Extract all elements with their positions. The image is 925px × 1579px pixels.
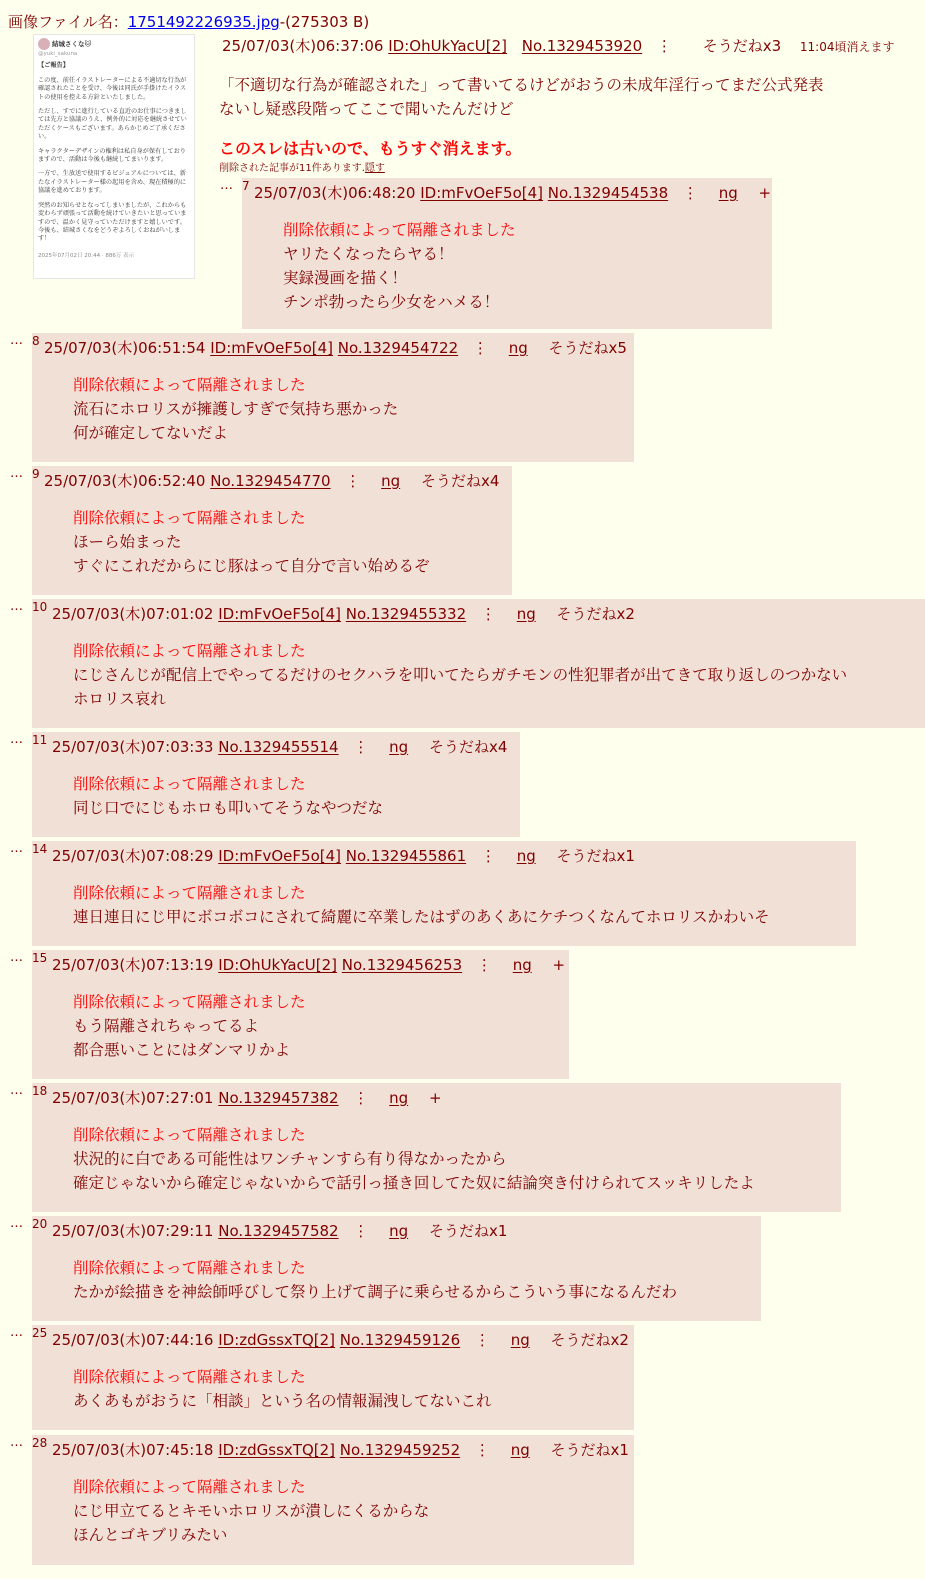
reply-post <box>10 1083 841 1212</box>
reply-line: 実録漫画を描く！ <box>283 269 408 287</box>
quarantine-notice: 削除依頼によって隔離されました <box>73 509 306 527</box>
reply-datetime: 25/07/03(木)07:08:29 <box>52 847 214 865</box>
reply-box <box>32 333 634 462</box>
reply-menu-icon[interactable]: ⋮ <box>353 1089 369 1107</box>
op-line: ないし疑惑段階ってここで聞いたんだけど <box>219 100 514 118</box>
ng-link[interactable]: ng <box>381 472 401 490</box>
reply-arrow-icon: … <box>10 1435 23 1450</box>
reply-index: 18 <box>32 1084 48 1098</box>
reply-number[interactable]: No.1329457382 <box>218 1089 339 1107</box>
reply-number[interactable]: No.1329455861 <box>345 847 467 865</box>
reply-number[interactable]: No.1329454538 <box>547 184 669 202</box>
reply-body <box>73 1365 492 1413</box>
file-link[interactable]: 1751492226935.jpg <box>127 13 280 31</box>
reply-box <box>32 1435 634 1565</box>
thumb-footer: 2025年07月02日 20:44 · 886万 表示 <box>38 252 135 259</box>
reply-number[interactable]: No.1329456253 <box>341 956 463 974</box>
reply-post <box>10 732 520 837</box>
reply-box <box>32 1083 841 1212</box>
quarantine-notice: 削除依頼によって隔離されました <box>73 1478 306 1496</box>
reply-header <box>44 470 499 491</box>
reply-line: すぐにこれだからにじ豚はって自分で言い始めるぞ <box>73 557 430 575</box>
reply-index: 15 <box>32 951 48 965</box>
reply-post <box>10 1435 634 1565</box>
reply-arrow-icon: … <box>10 1216 23 1231</box>
reply-line: 何が確定してないだよ <box>73 424 229 442</box>
reply-arrow-icon: … <box>220 178 233 193</box>
reply-box <box>32 466 512 595</box>
quarantine-notice: 削除依頼によって隔離されました <box>283 221 516 239</box>
reply-line: 連日連日にじ甲にボコボコにされて綺麗に卒業したはずのあくあにケチつくなんてホロリスかわいそ <box>73 908 770 926</box>
reply-box <box>32 732 520 837</box>
reply-body <box>73 373 398 445</box>
op-header <box>222 35 895 56</box>
reply-header <box>52 1220 507 1241</box>
reply-datetime: 25/07/03(木)07:44:16 <box>52 1331 214 1349</box>
reply-line: にじ甲立てるとキモいホロリスが潰しにくるからな <box>73 1502 430 1520</box>
soudane-button[interactable]: そうだねx2 <box>550 1331 629 1349</box>
soudane-button[interactable]: そうだねx5 <box>548 339 627 357</box>
ng-link[interactable]: ng <box>508 339 528 357</box>
soudane-button[interactable]: そうだねx4 <box>420 472 500 490</box>
reply-line: 状況的に白である可能性はワンチャンすら有り得なかったから <box>73 1150 507 1168</box>
soudane-button[interactable]: そうだねx1 <box>428 1222 508 1240</box>
thumb-account-name: 結城さくな🐱 <box>51 40 92 48</box>
reply-arrow-icon: … <box>10 841 23 856</box>
reply-header <box>254 182 771 203</box>
reply-header <box>52 1087 442 1108</box>
reply-id[interactable]: ID:mFvOeF5o[4] <box>420 184 544 202</box>
file-header <box>8 11 369 32</box>
thumb-paragraph: 突然のお知らせとなってしまいましたが、これからも変わらず頑張って活動を続けていきたいと思っていますので、温かく見守っていただけますと嬉しいです。今後も、結城さくなをどうぞよろしくおねがいします！ <box>38 201 187 243</box>
reply-index: 7 <box>242 179 250 193</box>
reply-line: ホロリス哀れ <box>73 690 166 708</box>
reply-body <box>73 639 847 711</box>
reply-post <box>10 333 634 462</box>
soudane-button[interactable]: そうだねx2 <box>556 605 635 623</box>
reply-menu-icon[interactable]: ⋮ <box>480 605 496 623</box>
old-thread-warning: このスレは古いので、もうすぐ消えます。 <box>219 139 522 158</box>
reply-line: ほーら始まった <box>73 533 182 551</box>
reply-id[interactable]: ID:mFvOeF5o[4] <box>210 339 334 357</box>
reply-line: もう隔離されちゃってるよ <box>73 1017 260 1035</box>
ng-link[interactable]: ng <box>516 847 536 865</box>
soudane-button[interactable]: そうだねx4 <box>428 738 508 756</box>
reply-index: 25 <box>32 1326 48 1340</box>
reply-menu-icon[interactable]: ⋮ <box>353 1222 369 1240</box>
reply-line: あくあもがおうに「相談」という名の情報漏洩してないこれ <box>73 1392 492 1410</box>
reply-body <box>73 990 306 1062</box>
ng-link[interactable]: ng <box>516 605 536 623</box>
reply-number[interactable]: No.1329455514 <box>218 738 339 756</box>
soudane-button[interactable]: + <box>428 1089 442 1107</box>
reply-number[interactable]: No.1329455332 <box>345 605 467 623</box>
reply-post <box>10 599 925 728</box>
reply-datetime: 25/07/03(木)07:01:02 <box>52 605 214 623</box>
reply-menu-icon[interactable]: ⋮ <box>353 738 369 756</box>
reply-datetime: 25/07/03(木)06:51:54 <box>44 339 206 357</box>
ng-link[interactable]: ng <box>510 1331 530 1349</box>
reply-arrow-icon: … <box>10 950 23 965</box>
quarantine-notice: 削除依頼によって隔離されました <box>73 775 306 793</box>
reply-datetime: 25/07/03(木)06:48:20 <box>254 184 416 202</box>
file-size: -(275303 B) <box>279 13 370 31</box>
file-label: 画像ファイル名： <box>8 13 128 31</box>
ng-link[interactable]: ng <box>389 738 409 756</box>
reply-id[interactable]: ID:zdGssxTQ[2] <box>218 1441 336 1459</box>
reply-header <box>52 1439 629 1460</box>
reply-box <box>32 599 925 728</box>
quarantine-notice: 削除依頼によって隔離されました <box>73 642 306 660</box>
reply-box <box>32 950 569 1079</box>
reply-menu-icon[interactable]: ⋮ <box>472 339 488 357</box>
quarantine-notice: 削除依頼によって隔離されました <box>73 1368 306 1386</box>
deleted-note <box>219 159 385 174</box>
reply-datetime: 25/07/03(木)06:52:40 <box>44 472 206 490</box>
quarantine-notice: 削除依頼によって隔離されました <box>73 1126 306 1144</box>
soudane-button[interactable]: + <box>758 184 772 202</box>
reply-body <box>73 772 383 820</box>
reply-header <box>52 1329 629 1350</box>
soudane-button[interactable]: そうだねx1 <box>550 1441 629 1459</box>
reply-index: 28 <box>32 1436 48 1450</box>
ng-link[interactable]: ng <box>510 1441 530 1459</box>
reply-line: 都合悪いことにはダンマリかよ <box>73 1041 291 1059</box>
thumb-paragraph: キャラクターデザインの権利は私自身が保有しておりますので、活動は今後も継続してまいります。 <box>38 147 186 164</box>
reply-body <box>73 506 430 578</box>
reply-datetime: 25/07/03(木)07:13:19 <box>52 956 214 974</box>
hide-link[interactable]: 隠す <box>364 163 385 174</box>
op-menu-icon[interactable]: ⋮ <box>656 37 672 55</box>
quarantine-notice: 削除依頼によって隔離されました <box>73 376 306 394</box>
reply-index: 9 <box>32 467 40 481</box>
op-id[interactable]: ID:OhUkYacU[2] <box>388 37 508 55</box>
ng-link[interactable]: ng <box>389 1089 409 1107</box>
reply-arrow-icon: … <box>10 466 23 481</box>
ng-link[interactable]: ng <box>718 184 738 202</box>
reply-header <box>52 736 507 757</box>
thumbnail-image[interactable] <box>33 34 195 279</box>
thumb-heading: 【ご報告】 <box>38 62 69 70</box>
reply-id[interactable]: ID:zdGssxTQ[2] <box>218 1331 336 1349</box>
reply-menu-icon[interactable]: ⋮ <box>474 1331 490 1349</box>
reply-arrow-icon: … <box>10 732 23 747</box>
reply-box <box>32 841 856 946</box>
reply-line: 同じ口でにじもホロも叩いてそうなやつだな <box>73 799 384 817</box>
soudane-button[interactable]: + <box>552 956 566 974</box>
thumb-paragraph: 一方で、生放送で使用するビジュアルについては、新たなイラストレーター様の起用を含め、現在積極的に協議を進めております。 <box>38 170 187 195</box>
reply-arrow-icon: … <box>10 1083 23 1098</box>
reply-menu-icon[interactable]: ⋮ <box>474 1441 490 1459</box>
avatar <box>38 38 50 50</box>
reply-line: 確定じゃないから確定じゃないからで話引っ掻き回してた奴に結論突き付けられてスッキリしたよ <box>73 1174 755 1192</box>
op-body <box>219 73 824 121</box>
reply-line: 流石にホロリスが擁護しすぎで気持ち悪かった <box>73 400 399 418</box>
deleted-note-text: 削除された記事が11件あります. <box>219 163 365 174</box>
thumb-paragraph: ただし、すでに進行している直近のお仕事につきましては先方と協議のうえ、例外的に対応を継続させていただくケースもございます。あらかじめご了承ください。 <box>38 108 187 141</box>
reply-box <box>32 1216 761 1321</box>
quarantine-notice: 削除依頼によって隔離されました <box>73 1259 306 1277</box>
reply-datetime: 25/07/03(木)07:27:01 <box>52 1089 214 1107</box>
reply-body <box>73 1123 755 1195</box>
reply-index: 14 <box>32 842 48 856</box>
reply-post <box>10 466 512 595</box>
reply-number[interactable]: No.1329459252 <box>339 1441 461 1459</box>
reply-body <box>283 218 516 314</box>
reply-post <box>10 841 856 946</box>
reply-header <box>52 603 635 624</box>
reply-arrow-icon: … <box>10 599 23 614</box>
reply-body <box>73 1475 429 1547</box>
op-soudane[interactable]: そうだねx3 <box>702 37 782 55</box>
reply-line: チンポ勃ったら少女をハメる！ <box>283 293 500 311</box>
reply-id[interactable]: ID:mFvOeF5o[4] <box>218 605 342 623</box>
soudane-button[interactable]: そうだねx1 <box>556 847 635 865</box>
reply-datetime: 25/07/03(木)07:29:11 <box>52 1222 214 1240</box>
reply-post <box>10 950 569 1079</box>
reply-number[interactable]: No.1329457582 <box>218 1222 339 1240</box>
reply-body <box>73 881 770 929</box>
reply-index: 20 <box>32 1217 48 1231</box>
reply-menu-icon[interactable]: ⋮ <box>682 184 698 202</box>
reply-header <box>52 845 635 866</box>
reply-datetime: 25/07/03(木)07:45:18 <box>52 1441 214 1459</box>
thumb-handle: @yuki_sakuna <box>38 51 78 57</box>
reply-line: ヤリたくなったらヤる！ <box>283 245 454 263</box>
ng-link[interactable]: ng <box>512 956 532 974</box>
op-datetime: 25/07/03(木)06:37:06 <box>222 37 384 55</box>
quarantine-notice: 削除依頼によって隔離されました <box>73 993 306 1011</box>
reply-id[interactable]: ID:OhUkYacU[2] <box>218 956 338 974</box>
reply-header <box>44 337 627 358</box>
reply-box <box>242 178 772 329</box>
reply-post <box>10 1216 761 1321</box>
reply-line: たかが絵描きを神絵師呼びして祭り上げて調子に乗らせるからこういう事になるんだわ <box>73 1283 678 1301</box>
reply-menu-icon[interactable]: ⋮ <box>476 956 492 974</box>
reply-number[interactable]: No.1329454722 <box>337 339 459 357</box>
reply-number[interactable]: No.1329454770 <box>210 472 331 490</box>
reply-index: 8 <box>32 334 40 348</box>
reply-line: にじさんじが配信上でやってるだけのセクハラを叩いてたらガチモンの性犯罪者が出てきて取り返しのつかない <box>73 666 848 684</box>
reply-arrow-icon: … <box>10 1325 23 1340</box>
reply-arrow-icon: … <box>10 333 23 348</box>
op-expire: 11:04頃消えます <box>799 40 895 54</box>
thumb-paragraph: この度、前任イラストレーターによる不適切な行為が確認されたことを受け、今後は同氏が手掛けたイラストの使用を控える方針といたしました。 <box>38 76 187 101</box>
reply-index: 10 <box>32 600 48 614</box>
reply-number[interactable]: No.1329459126 <box>339 1331 461 1349</box>
reply-datetime: 25/07/03(木)07:03:33 <box>52 738 214 756</box>
reply-line: ほんとゴキブリみたい <box>73 1526 228 1544</box>
reply-index: 11 <box>32 733 48 747</box>
op-line: 「不適切な行為が確認された」って書いてるけどがおうの未成年淫行ってまだ公式発表 <box>219 76 824 94</box>
reply-menu-icon[interactable]: ⋮ <box>480 847 496 865</box>
reply-box <box>32 1325 634 1430</box>
reply-post <box>10 1325 634 1430</box>
ng-link[interactable]: ng <box>389 1222 409 1240</box>
op-number[interactable]: No.1329453920 <box>521 37 643 55</box>
reply-menu-icon[interactable]: ⋮ <box>345 472 361 490</box>
reply-body <box>73 1256 677 1304</box>
reply-header <box>52 954 565 975</box>
reply-post <box>220 178 772 329</box>
reply-id[interactable]: ID:mFvOeF5o[4] <box>218 847 342 865</box>
quarantine-notice: 削除依頼によって隔離されました <box>73 884 306 902</box>
